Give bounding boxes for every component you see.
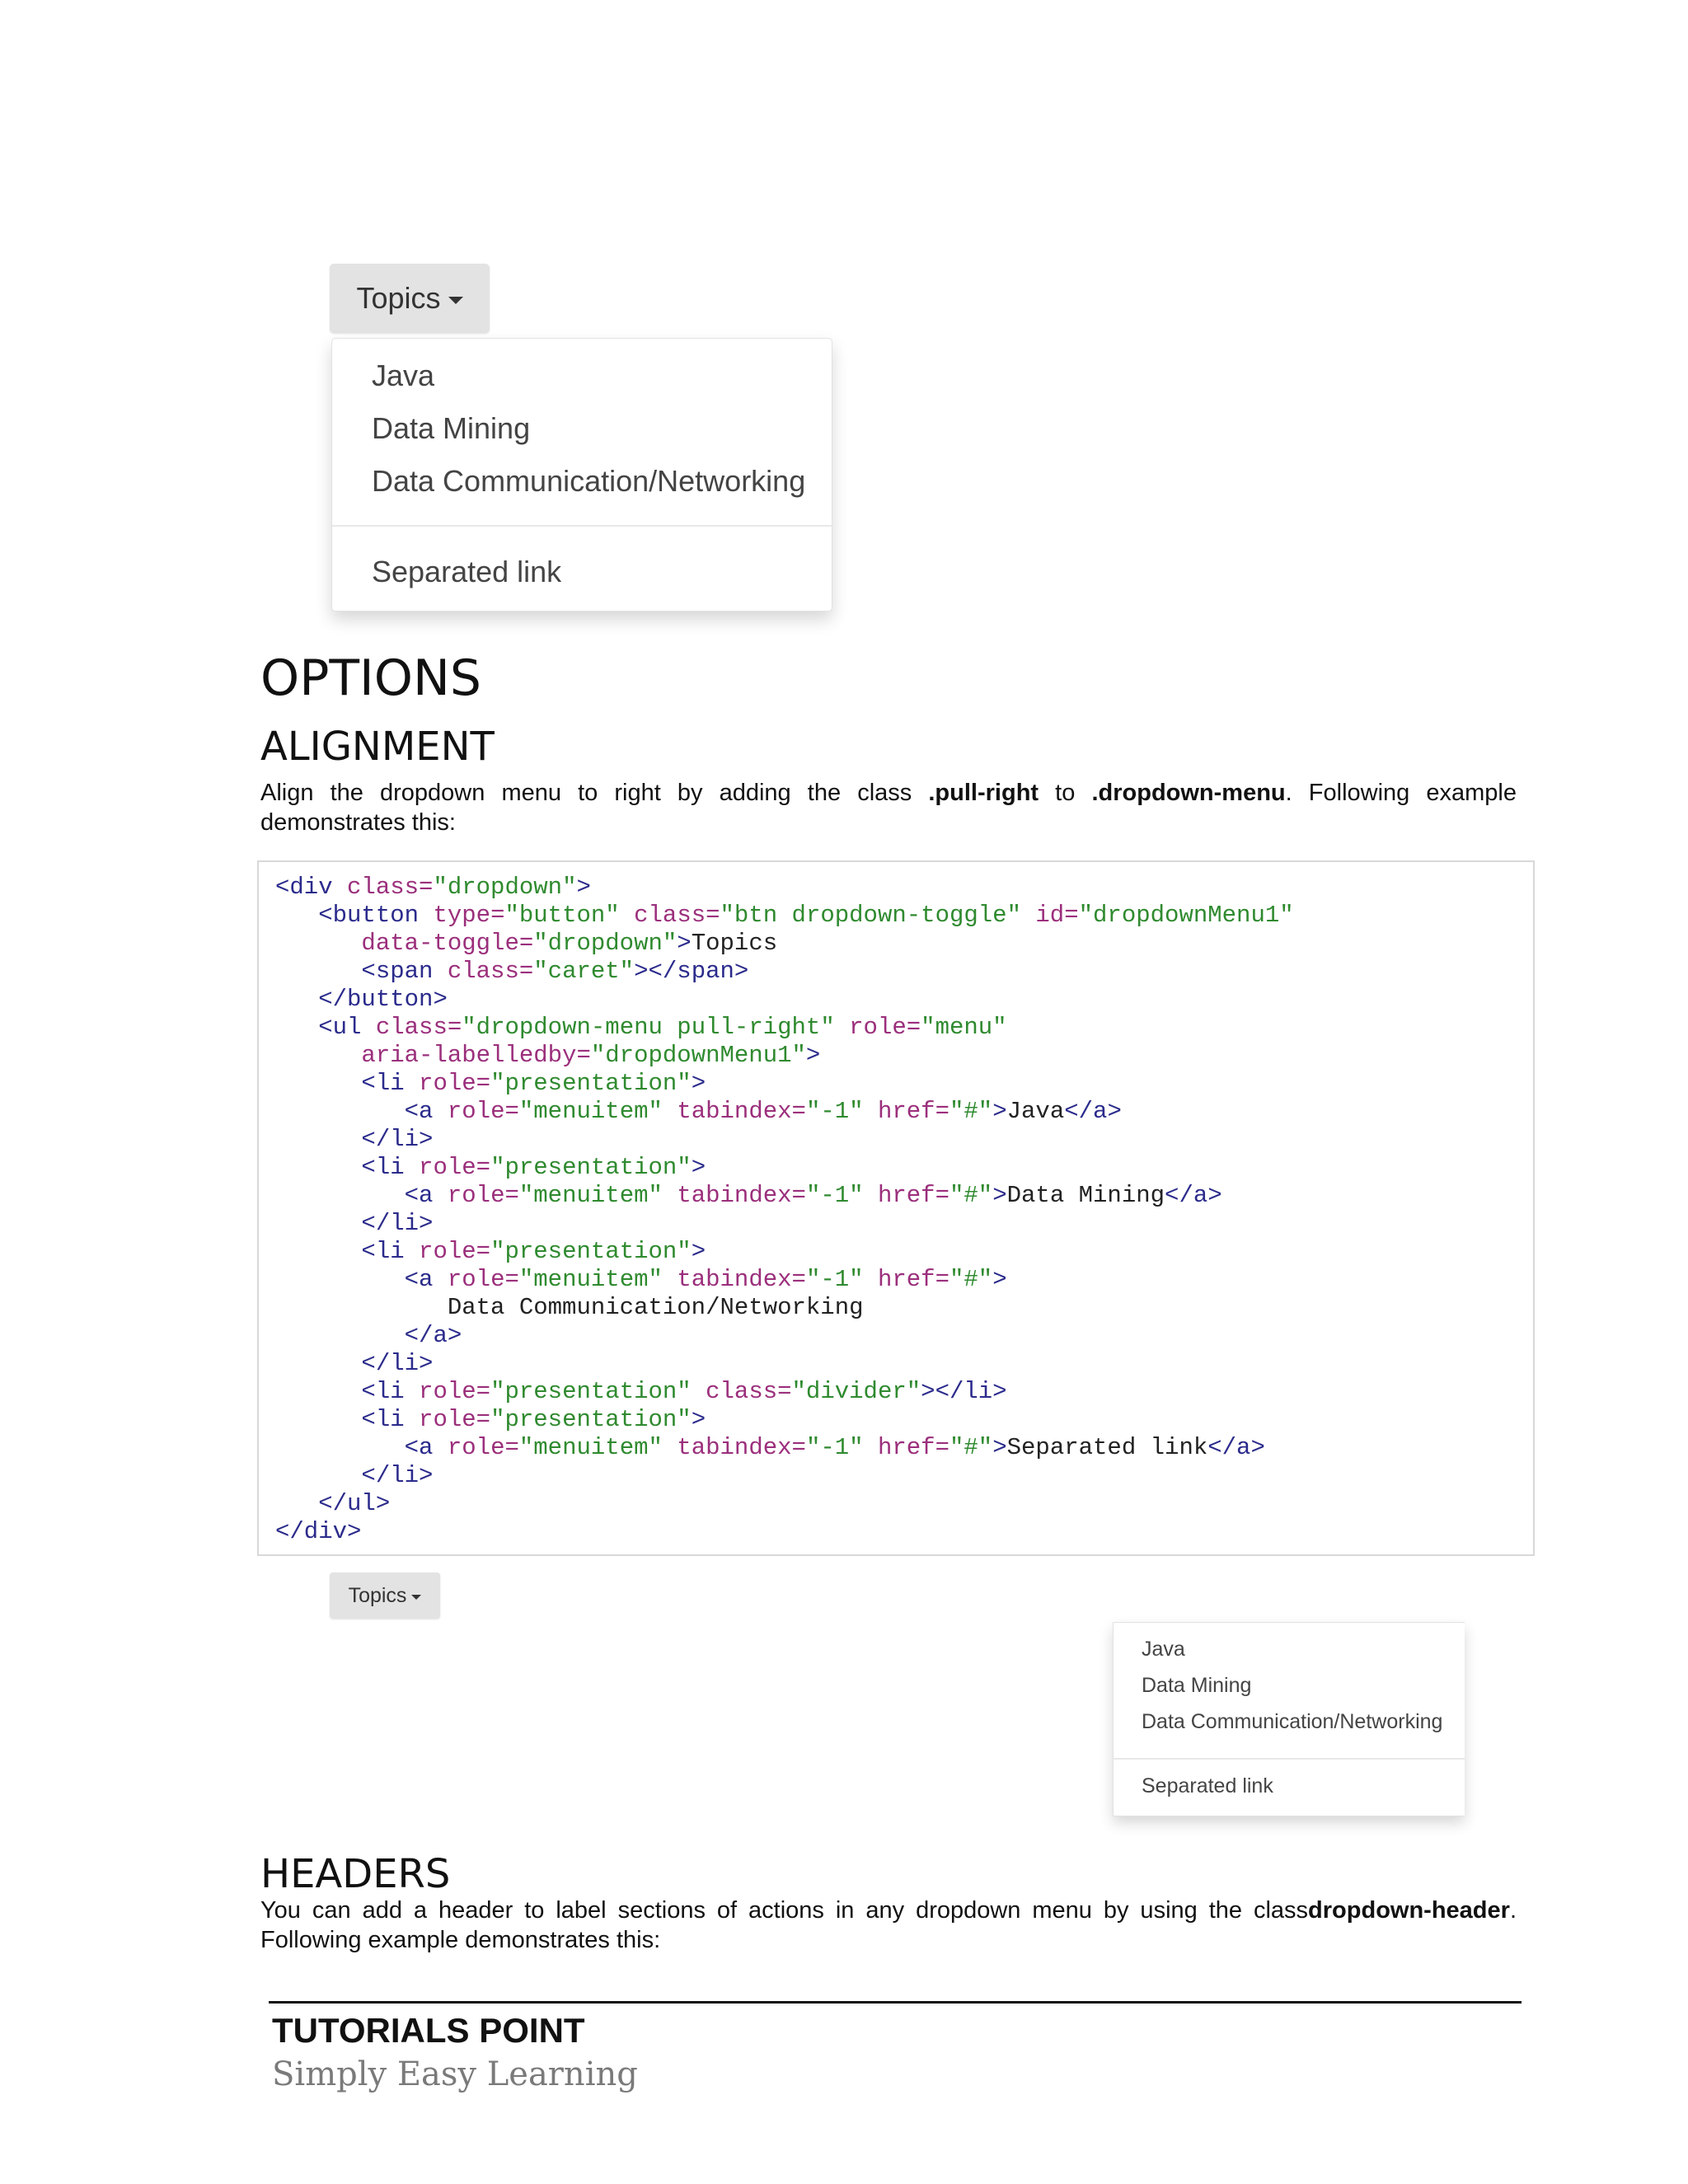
code-line (275, 1070, 706, 1097)
heading-options: OPTIONS (260, 649, 481, 707)
code-token: data-toggle= (361, 930, 534, 957)
code-token: ></li> (921, 1378, 1007, 1405)
menu-item-java[interactable]: Java (1142, 1638, 1185, 1661)
code-token: tabindex= (677, 1266, 806, 1293)
code-token: role= (447, 1098, 519, 1125)
code-listing (275, 874, 1294, 1546)
code-token: "#" (949, 1266, 993, 1293)
code-token: </li> (361, 1126, 434, 1153)
code-token: "btn dropdown-toggle" (720, 902, 1036, 929)
code-token (275, 1322, 405, 1349)
code-token: href= (877, 1098, 950, 1125)
code-token: "#" (949, 1434, 993, 1461)
headers-paragraph (260, 1896, 1517, 1955)
code-token: "menuitem" (518, 1434, 678, 1461)
text: Align the dropdown menu to right by adding the class (260, 780, 929, 806)
code-token: id= (1035, 902, 1079, 929)
menu-divider (1114, 1758, 1465, 1760)
code-token: </button> (318, 986, 448, 1013)
code-token: "menuitem" (518, 1098, 678, 1125)
code-token: </li> (361, 1210, 434, 1237)
footer-brand: TUTORIALS POINT (272, 2011, 585, 2050)
code-token: <li (361, 1238, 420, 1265)
code-token: "-1" (805, 1182, 878, 1209)
code-token (275, 1042, 361, 1069)
code-token: role= (447, 1434, 519, 1461)
caret-down-icon (411, 1595, 421, 1600)
caret-down-icon (448, 297, 463, 304)
code-token: "-1" (805, 1434, 878, 1461)
code-token (275, 1434, 405, 1461)
code-token (275, 1350, 361, 1377)
code-token: <span (361, 958, 448, 985)
code-token: "-1" (805, 1098, 878, 1125)
menu-item-separated-link[interactable]: Separated link (1142, 1774, 1273, 1797)
code-line (275, 1434, 1265, 1461)
code-token: "presentation" (490, 1154, 692, 1181)
code-token: Java (1006, 1098, 1065, 1125)
code-line (275, 1266, 1007, 1293)
code-token (275, 1266, 405, 1293)
code-line (275, 874, 591, 901)
text: . (1509, 1897, 1517, 1924)
code-token: <a (404, 1434, 448, 1461)
code-line (275, 1294, 864, 1321)
code-token: role= (419, 1406, 491, 1433)
code-token: class= (634, 902, 720, 929)
code-token: <li (361, 1406, 420, 1433)
code-token: "divider" (791, 1378, 921, 1405)
code-token: > (691, 1238, 706, 1265)
code-token: > (992, 1266, 1007, 1293)
code-line (275, 1042, 820, 1069)
code-token: </div> (275, 1518, 362, 1545)
menu-item-data-communication[interactable]: Data Communication/Networking (372, 464, 806, 498)
code-token: class= (375, 1014, 462, 1041)
heading-alignment: ALIGNMENT (260, 724, 495, 770)
footer-tagline: Simply Easy Learning (272, 2055, 638, 2093)
code-token (275, 1378, 361, 1405)
code-token: "#" (949, 1098, 993, 1125)
code-line (275, 1098, 1122, 1125)
code-line (275, 1518, 361, 1545)
code-token: class= (706, 1378, 792, 1405)
code-token: "caret" (533, 958, 635, 985)
code-token: "dropdown" (533, 930, 678, 957)
code-token: "menuitem" (518, 1182, 678, 1209)
code-token: Separated link (1006, 1434, 1208, 1461)
code-token: </a> (404, 1322, 462, 1349)
code-token: > (677, 930, 692, 957)
code-token (275, 1462, 361, 1489)
code-line (275, 1210, 433, 1237)
code-token: href= (877, 1434, 950, 1461)
menu-item-separated-link[interactable]: Separated link (372, 555, 562, 588)
code-token: "dropdownMenu1" (590, 1042, 806, 1069)
code-token: > (691, 1154, 706, 1181)
code-line (275, 930, 777, 957)
code-token: </ul> (318, 1490, 391, 1517)
menu-item-data-communication[interactable]: Data Communication/Networking (1142, 1710, 1443, 1733)
code-token (275, 1238, 361, 1265)
code-line (275, 1126, 433, 1153)
code-token: Data Mining (1006, 1182, 1165, 1209)
code-token: "presentation" (490, 1378, 706, 1405)
code-token (275, 1070, 361, 1097)
code-line (275, 902, 1294, 929)
alignment-line-2: demonstrates this: (260, 809, 456, 836)
code-token: "menu" (921, 1014, 1007, 1041)
code-line (275, 1014, 1007, 1041)
code-token: href= (877, 1182, 950, 1209)
code-line (275, 1462, 433, 1489)
code-token: > (691, 1406, 706, 1433)
code-line (275, 1238, 706, 1265)
code-token (275, 1098, 405, 1125)
alignment-paragraph (260, 778, 1517, 837)
heading-headers: HEADERS (260, 1851, 451, 1897)
code-token: Data Communication/Networking (275, 1294, 864, 1321)
code-line (275, 1154, 706, 1181)
topics-dropdown-button[interactable] (330, 264, 490, 333)
headers-line-2: Following example demonstrates this: (260, 1927, 661, 1953)
code-token: "dropdown-menu pull-right" (462, 1014, 850, 1041)
code-token: "presentation" (490, 1406, 692, 1433)
alignment-line-1 (260, 778, 1517, 808)
code-token: </li> (361, 1350, 434, 1377)
code-token: <li (361, 1378, 420, 1405)
code-token: <li (361, 1154, 420, 1181)
code-token: <div (275, 874, 348, 901)
code-token: tabindex= (677, 1098, 806, 1125)
text: . Following example (1285, 780, 1517, 806)
code-token: </a> (1165, 1182, 1222, 1209)
class-dropdown-header: dropdown-header (1308, 1897, 1510, 1924)
code-token: ></span> (634, 958, 749, 985)
code-line (275, 1490, 390, 1517)
code-token: > (992, 1182, 1007, 1209)
code-token: Topics (691, 930, 778, 957)
code-token: "dropdown" (433, 874, 577, 901)
code-token (275, 1126, 361, 1153)
code-token: role= (419, 1378, 491, 1405)
code-token: > (691, 1070, 706, 1097)
footer-rule (269, 2001, 1522, 2004)
topics-button-label: Topics (356, 281, 441, 315)
code-line (275, 1378, 1007, 1405)
code-token: class= (447, 958, 534, 985)
code-line (275, 986, 448, 1013)
code-token: tabindex= (677, 1182, 806, 1209)
topics-button-label: Topics (348, 1583, 407, 1607)
code-token (275, 958, 361, 985)
code-line (275, 1350, 433, 1377)
menu-item-java[interactable]: Java (372, 359, 435, 392)
class-dropdown-menu: .dropdown-menu (1091, 780, 1286, 806)
code-token: "presentation" (490, 1070, 692, 1097)
code-token: role= (419, 1070, 491, 1097)
code-line (275, 958, 748, 985)
dropdown-menu (331, 338, 832, 612)
code-token (275, 1182, 405, 1209)
code-line (275, 1322, 462, 1349)
code-token: role= (447, 1266, 519, 1293)
code-token: <ul (318, 1014, 376, 1041)
topics-dropdown-button-small[interactable] (330, 1572, 440, 1619)
code-token (275, 1406, 361, 1433)
code-token (275, 986, 318, 1013)
code-token: <li (361, 1070, 420, 1097)
menu-item-data-mining[interactable]: Data Mining (372, 411, 531, 445)
code-token: href= (877, 1266, 950, 1293)
code-token: "dropdownMenu1" (1078, 902, 1294, 929)
code-block (257, 860, 1535, 1556)
class-pull-right: .pull-right (928, 780, 1039, 806)
text: You can add a header to label sections of actions in any dropdown menu by using the class (260, 1897, 1309, 1924)
text: to (1039, 780, 1092, 806)
code-token (275, 902, 318, 929)
code-token (275, 1014, 318, 1041)
code-token: "#" (949, 1182, 993, 1209)
code-token: "-1" (805, 1266, 878, 1293)
code-token (275, 1154, 361, 1181)
code-token: <a (404, 1182, 448, 1209)
code-line (275, 1406, 706, 1433)
code-token: "button" (504, 902, 635, 929)
code-token (275, 1490, 318, 1517)
code-token: "menuitem" (518, 1266, 678, 1293)
dropdown-menu-pull-right (1113, 1622, 1465, 1816)
code-token: role= (447, 1182, 519, 1209)
code-token: role= (419, 1154, 491, 1181)
code-token: <a (404, 1266, 448, 1293)
menu-item-data-mining[interactable]: Data Mining (1142, 1674, 1252, 1697)
code-token: > (576, 874, 591, 901)
code-token: role= (419, 1238, 491, 1265)
code-token: </a> (1207, 1434, 1265, 1461)
code-token: "presentation" (490, 1238, 692, 1265)
code-token: role= (849, 1014, 921, 1041)
code-token (275, 1210, 361, 1237)
code-token: type= (433, 902, 505, 929)
code-token (275, 930, 361, 957)
menu-divider (332, 525, 832, 527)
code-token: > (992, 1434, 1007, 1461)
code-line (275, 1182, 1222, 1209)
code-token: > (992, 1098, 1007, 1125)
code-token: <button (318, 902, 434, 929)
code-token: </a> (1064, 1098, 1122, 1125)
code-token: </li> (361, 1462, 434, 1489)
headers-line-1 (260, 1896, 1517, 1925)
code-token: > (805, 1042, 821, 1069)
code-token: tabindex= (677, 1434, 806, 1461)
code-token: class= (347, 874, 434, 901)
code-token: aria-labelledby= (361, 1042, 591, 1069)
code-token: <a (404, 1098, 448, 1125)
